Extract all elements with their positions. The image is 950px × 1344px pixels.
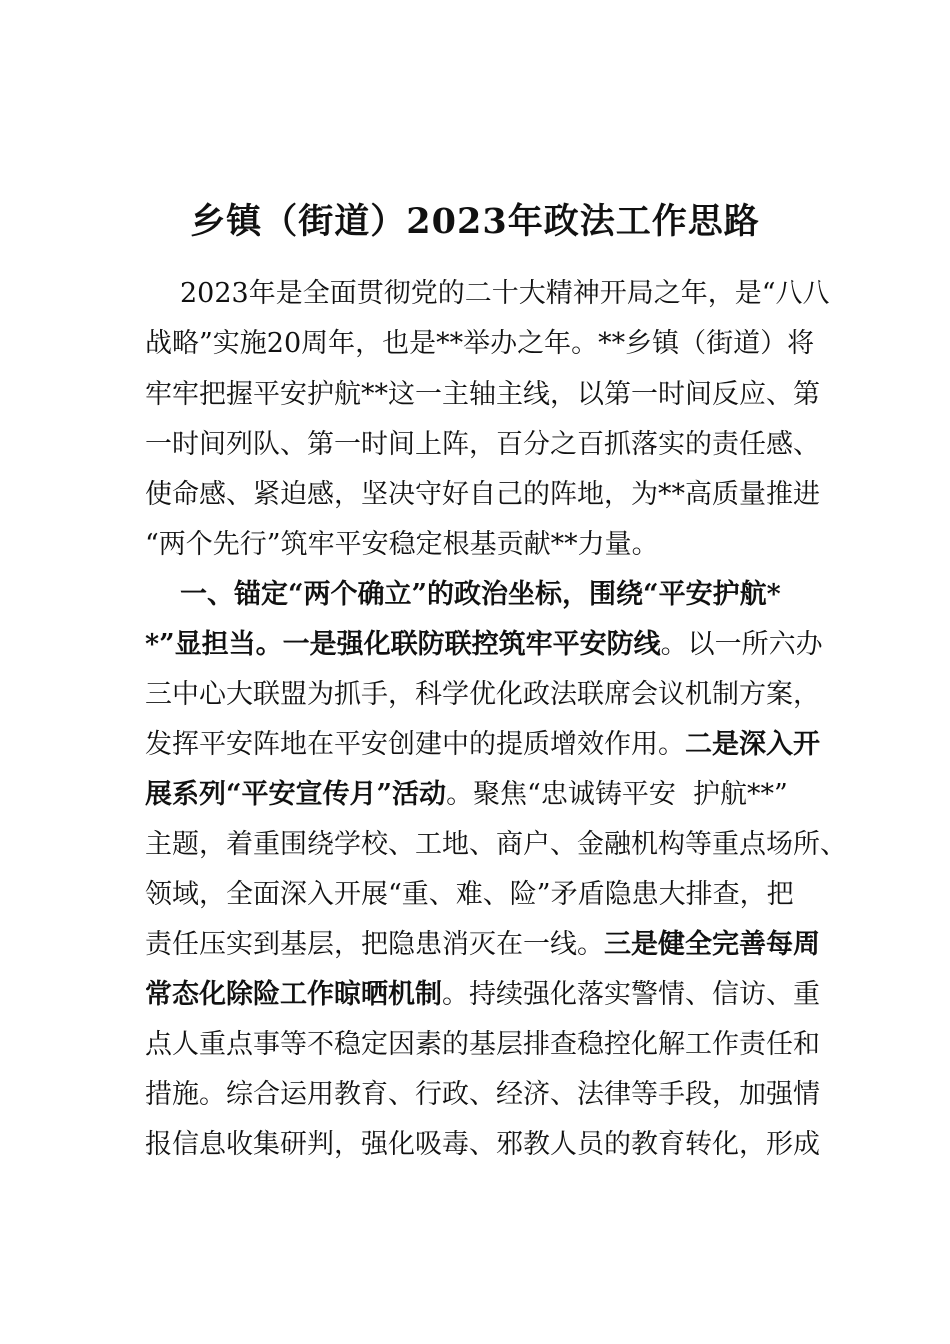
body-text: 责任压实到基层，把隐患消灭在一线。 bbox=[145, 929, 604, 960]
section-subheading: 展系列“平安宣传月”活动 bbox=[145, 779, 447, 810]
section-line bbox=[145, 920, 820, 970]
section-line: 点人重点事等不稳定因素的基层排查稳控化解工作责任和 bbox=[145, 1029, 820, 1060]
section-subheading: 常态化除险工作晾晒机制 bbox=[145, 979, 442, 1010]
section-subheading: 二是深入开 bbox=[685, 729, 820, 760]
body-text: 。持续强化落实警情、信访、重 bbox=[442, 979, 820, 1010]
document-title: 乡镇（街道）2023年政法工作思路 bbox=[190, 201, 760, 242]
section-heading: 一、锚定“两个确立”的政治坐标，围绕“平安护航* bbox=[180, 579, 781, 610]
paragraph-line: “两个先行”筑牢平安稳定根基贡献**力量。 bbox=[145, 529, 659, 560]
section-line bbox=[145, 770, 805, 820]
body-text: 。以一所六办 bbox=[660, 629, 823, 660]
section-subheading: *”显担当。一是强化联防联控筑牢平安防线 bbox=[145, 629, 661, 660]
section-line: 报信息收集研判，强化吸毒、邪教人员的教育转化，形成 bbox=[145, 1129, 820, 1160]
section-line bbox=[145, 970, 820, 1020]
paragraph-line: 牢牢把握平安护航**这一主轴主线，以第一时间反应、第 bbox=[145, 379, 820, 410]
section-line: 三中心大联盟为抓手，科学优化政法联席会议机制方案， bbox=[145, 679, 820, 710]
section-line: 领域，全面深入开展“重、难、险”矛盾隐患大排查，把 bbox=[145, 879, 794, 910]
body-text: 发挥平安阵地在平安创建中的提质增效作用。 bbox=[145, 729, 685, 760]
paragraph-line: 使命感、紧迫感，坚决守好自己的阵地，为**高质量推进 bbox=[145, 479, 820, 510]
section-line bbox=[145, 720, 820, 770]
paragraph-line: 一时间列队、第一时间上阵，百分之百抓落实的责任感、 bbox=[145, 429, 820, 460]
body-text: 。聚焦“忠诚铸平安 护航**” bbox=[446, 779, 788, 810]
paragraph-line: 2023年是全面贯彻党的二十大精神开局之年，是“八八 bbox=[180, 278, 830, 309]
paragraph-line: 战略”实施20周年，也是**举办之年。**乡镇（街道）将 bbox=[145, 328, 815, 359]
section-line: 措施。综合运用教育、行政、经济、法律等手段，加强情 bbox=[145, 1079, 820, 1110]
section-line: 主题，着重围绕学校、工地、商户、金融机构等重点场所、 bbox=[145, 829, 847, 860]
section-line bbox=[145, 620, 823, 670]
section-subheading: 三是健全完善每周 bbox=[604, 929, 820, 960]
